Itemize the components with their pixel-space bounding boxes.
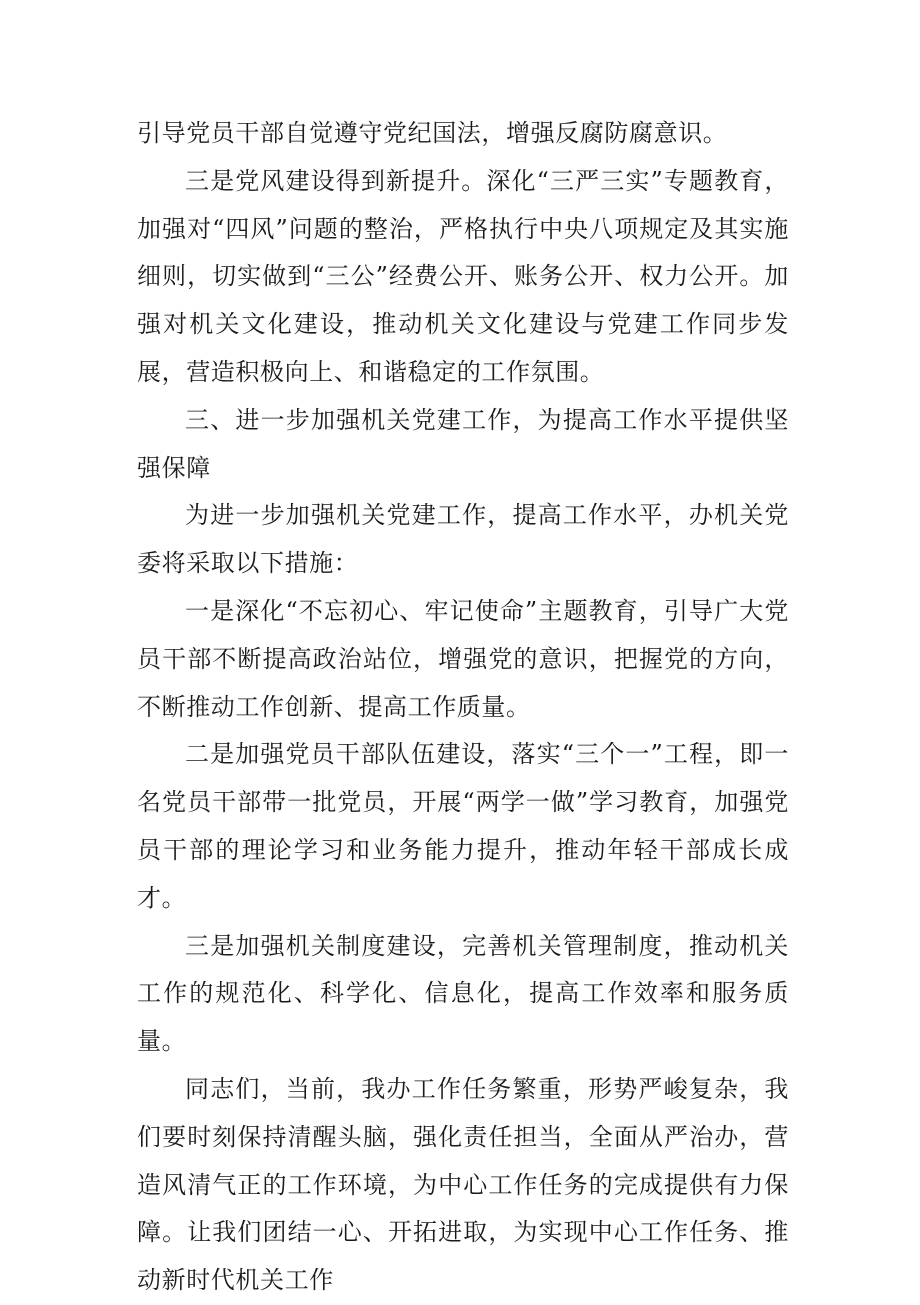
section-heading-three: 三、进一步加强机关党建工作，为提高工作水平提供坚强保障 — [137, 405, 789, 482]
document-body — [137, 110, 789, 1305]
paragraph-measure-two: 二是加强党员干部队伍建设，落实“三个一”工程，即一名党员干部带一批党员，开展“两学一做”学习教育，加强党员干部的理论学习和业务能力提升，推动年轻干部成长成才。 — [137, 740, 789, 912]
paragraph-closing: 同志们，当前，我办工作任务繁重，形势严峻复杂，我们要时刻保持清醒头脑，强化责任担当，全面从严治办，营造风清气正的工作环境，为中心工作任务的完成提供有力保障。让我们团结一心、开拓进取，为实现中心工作任务、推动新时代机关工作 — [137, 1074, 789, 1295]
paragraph-measures-intro: 为进一步加强机关党建工作，提高工作水平，办机关党委将采取以下措施： — [137, 501, 789, 578]
paragraph-party-style: 三是党风建设得到新提升。深化“三严三实”专题教育，加强对“四风”问题的整治，严格执行中央八项规定及其实施细则，切实做到“三公”经费公开、账务公开、权力公开。加强对机关文化建设，推动机关文化建设与党建工作同步发展，营造积极向上、和谐稳定的工作氛围。 — [137, 166, 789, 386]
paragraph-continuation: 引导党员干部自觉遵守党纪国法，增强反腐防腐意识。 — [137, 119, 728, 147]
paragraph-measure-one: 一是深化“不忘初心、牢记使命”主题教育，引导广大党员干部不断提高政治站位，增强党的意识，把握党的方向，不断推动工作创新、提高工作质量。 — [137, 596, 789, 721]
paragraph-measure-three: 三是加强机关制度建设，完善机关管理制度，推动机关工作的规范化、科学化、信息化，提高工作效率和服务质量。 — [137, 931, 789, 1056]
